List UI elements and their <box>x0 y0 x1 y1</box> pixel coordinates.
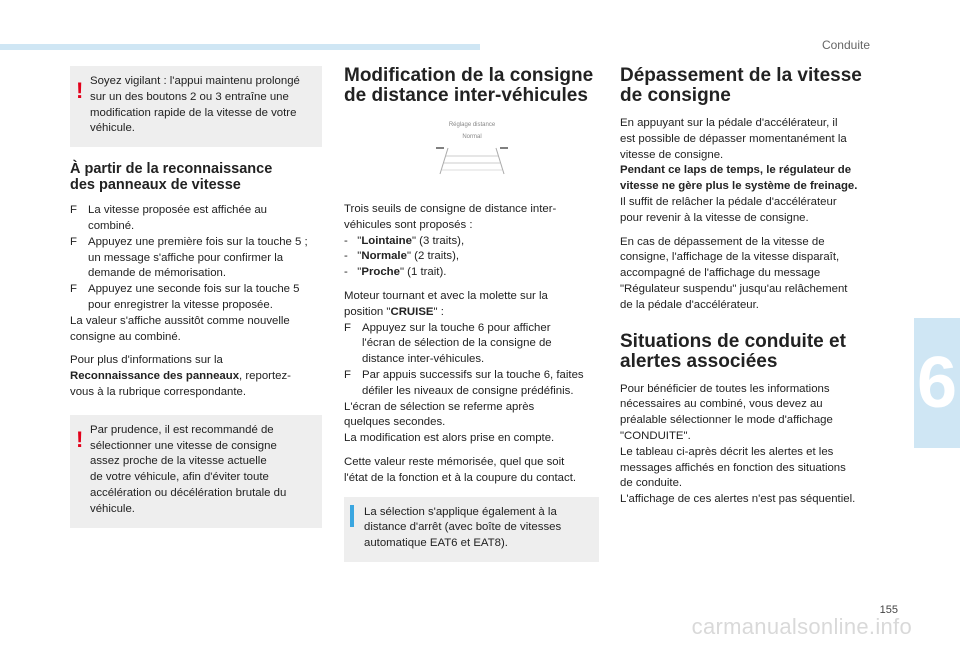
option-normale <box>344 249 599 265</box>
text-line-bold: Pendant ce laps de temps, le régulateur de <box>620 164 852 177</box>
text-line: Moteur tournant et avec la molette sur la <box>344 289 548 302</box>
heading-line: alertes associées <box>620 350 778 372</box>
column-2 <box>344 66 599 576</box>
text-line: "CONDUITE". <box>620 429 691 442</box>
bullet-item <box>70 235 322 282</box>
heading-overspeed <box>620 66 875 106</box>
warning-line: véhicule. <box>90 502 135 515</box>
text-line: Par appuis successifs sur la touche 6, faites <box>362 368 584 381</box>
screen-title: Réglage distance <box>448 122 495 128</box>
paragraph-situations <box>620 382 875 508</box>
heading-line: Situations de conduite et <box>620 330 846 352</box>
text-line: l'écran de sélection de la consigne de <box>362 337 552 350</box>
text-line: demande de mémorisation. <box>88 267 227 280</box>
section-title: Conduite <box>821 38 870 52</box>
text-line: La vitesse proposée est affichée au <box>88 204 267 217</box>
text-line: distance inter-véhicules. <box>362 353 485 366</box>
heading-line: Modification de la consigne <box>344 65 594 86</box>
text-fragment: " (2 traits), <box>406 250 460 263</box>
heading-line: de distance inter-véhicules <box>344 85 588 106</box>
text-line: vitesse de consigne. <box>620 148 724 161</box>
text-line: Trois seuils de consigne de distance inter- <box>344 203 557 215</box>
bullet-item <box>70 282 322 314</box>
text-line: Appuyez une seconde fois sur la touche 5 <box>88 283 300 296</box>
warning-line: Soyez vigilant : l'appui maintenu prolongé <box>90 75 300 87</box>
text-fragment: " (1 trait). <box>399 266 447 279</box>
heading-line: de consigne <box>620 85 731 106</box>
paragraph-intro <box>344 202 599 281</box>
text-line: Le tableau ci-après décrit les alertes et les <box>620 445 834 458</box>
text-fragment: " <box>357 250 362 263</box>
text-line: véhicules sont proposés : <box>344 218 473 231</box>
text-line: L'écran de sélection se referme après <box>344 400 535 413</box>
text-line: Pour plus d'informations sur la <box>70 354 223 367</box>
text-line: pour revenir à la vitesse de consigne. <box>620 211 809 224</box>
paragraph-memory <box>344 455 599 487</box>
screen-sub: Normal <box>461 134 482 140</box>
heading-line: Dépassement de la vitesse <box>620 65 862 86</box>
heading-line: À partir de la reconnaissance <box>70 161 273 178</box>
option-name: Proche <box>361 266 400 279</box>
warning-line: Par prudence, il est recommandé de <box>90 423 274 436</box>
paragraph-overspeed <box>620 116 875 227</box>
paragraph-overspeed-display <box>620 235 875 314</box>
warning-icon: ! <box>76 78 84 103</box>
warning-line: modification rapide de la vitesse de votre <box>90 106 297 119</box>
text-fragment: " <box>357 234 362 247</box>
text-fragment: position " <box>344 305 391 318</box>
bullet-icon: F <box>344 321 351 334</box>
text-fragment: " (3 traits), <box>411 234 465 247</box>
text-line: consigne au combiné. <box>70 330 181 343</box>
watermark: carmanualsonline.info <box>691 614 912 639</box>
warning-box-2 <box>70 415 322 528</box>
text-line: nécessaires au combiné, vous devez au <box>620 398 823 411</box>
text-line: Pour bénéficier de toutes les informations <box>620 382 830 395</box>
bullet-icon: F <box>344 368 351 381</box>
text-line: L'affichage de ces alertes n'est pas séquentiel. <box>620 493 856 506</box>
text-line: quelques secondes. <box>344 416 446 429</box>
bullet-icon: F <box>70 204 77 217</box>
text-line: est possible de dépasser momentanément la <box>620 132 847 145</box>
bullet-item <box>70 203 322 235</box>
warning-line: accélération ou décélération brutale du <box>90 486 287 499</box>
text-fragment: CRUISE <box>390 305 434 318</box>
text-line: préalable sélectionner le mode d'affichage <box>620 414 833 427</box>
heading-distance <box>344 66 599 106</box>
text-line: de conduite. <box>620 477 683 490</box>
text-line: vous à la rubrique correspondante. <box>70 385 247 398</box>
page-number: 155 <box>879 604 898 616</box>
info-line: automatique EAT6 et EAT8). <box>364 537 508 550</box>
text-line: La modification est alors prise en compte. <box>344 432 555 445</box>
bullet-icon: F <box>70 283 77 296</box>
text-line: accompagné de l'affichage du message <box>620 267 821 280</box>
paragraph-procedure <box>344 289 599 447</box>
info-box <box>344 497 599 562</box>
option-name: Lointaine <box>361 234 412 247</box>
text-fragment: " : <box>433 305 444 318</box>
info-line: La sélection s'applique également à la <box>364 505 557 518</box>
text-line: consigne, l'affichage de la vitesse disparaît, <box>620 251 840 264</box>
text-fragment: , reportez- <box>239 370 291 383</box>
option-lointaine <box>344 234 599 250</box>
header-accent-bar <box>0 44 480 50</box>
text-line: combiné. <box>88 219 135 232</box>
text-line: messages affichés en fonction des situations <box>620 461 846 474</box>
paragraph <box>70 314 322 346</box>
option-name: Normale <box>361 250 407 263</box>
text-line: de la pédale d'accélérateur. <box>620 298 759 311</box>
info-line: distance d'arrêt (avec boîte de vitesses <box>364 521 562 534</box>
text-line: En appuyant sur la pédale d'accélérateur, il <box>620 117 838 129</box>
text-line: l'état de la fonction et à la coupure du contact. <box>344 471 577 484</box>
column-1 <box>70 66 322 542</box>
text-line: "Régulateur suspendu" jusqu'au relâchement <box>620 282 848 295</box>
text-line-bold: vitesse ne gère plus le système de freinage. <box>620 180 858 193</box>
text-fragment: - <box>344 250 348 263</box>
text-line: Appuyez une première fois sur la touche 5 ; <box>88 235 308 248</box>
distance-setting-screen <box>412 116 532 186</box>
text-fragment: - <box>344 266 348 279</box>
chapter-number: 6 <box>916 343 958 423</box>
text-line: La valeur s'affiche aussitôt comme nouvelle <box>70 314 290 327</box>
info-icon <box>350 505 354 527</box>
warning-line: sélectionner une vitesse de consigne <box>90 439 277 452</box>
warning-line: de votre véhicule, afin d'éviter toute <box>90 471 269 484</box>
bullet-icon: F <box>70 235 77 248</box>
text-line: Cette valeur reste mémorisée, quel que soit <box>344 455 565 468</box>
heading-speed-signs <box>70 161 322 193</box>
text-line: pour enregistrer la vitesse proposée. <box>88 298 273 311</box>
bullet-item <box>344 321 599 368</box>
text-line: Il suffit de relâcher la pédale d'accélérateur <box>620 195 837 208</box>
column-3 <box>620 66 875 516</box>
distance-screen-illustration <box>412 116 532 186</box>
text-line <box>344 305 599 321</box>
text-line: défiler les niveaux de consigne prédéfinis. <box>362 384 574 397</box>
warning-line: véhicule. <box>90 122 135 135</box>
option-proche <box>344 265 599 281</box>
warning-box-1 <box>70 66 322 147</box>
warning-icon: ! <box>76 426 84 452</box>
heading-situations <box>620 332 875 372</box>
text-line: Appuyez sur la touche 6 pour afficher <box>362 321 551 334</box>
bullet-item <box>344 368 599 400</box>
text-line: En cas de dépassement de la vitesse de <box>620 235 825 248</box>
text-fragment: " <box>357 266 362 279</box>
paragraph-see-also <box>70 353 322 400</box>
heading-line: des panneaux de vitesse <box>70 177 241 194</box>
text-fragment: - <box>344 234 348 247</box>
warning-line: assez proche de la vitesse actuelle <box>90 455 267 468</box>
warning-line: sur un des boutons 2 ou 3 entraîne une <box>90 90 289 103</box>
text-line: un message s'affiche pour confirmer la <box>88 251 284 264</box>
chapter-tab <box>914 318 960 448</box>
link-reference: Reconnaissance des panneaux <box>70 370 240 383</box>
